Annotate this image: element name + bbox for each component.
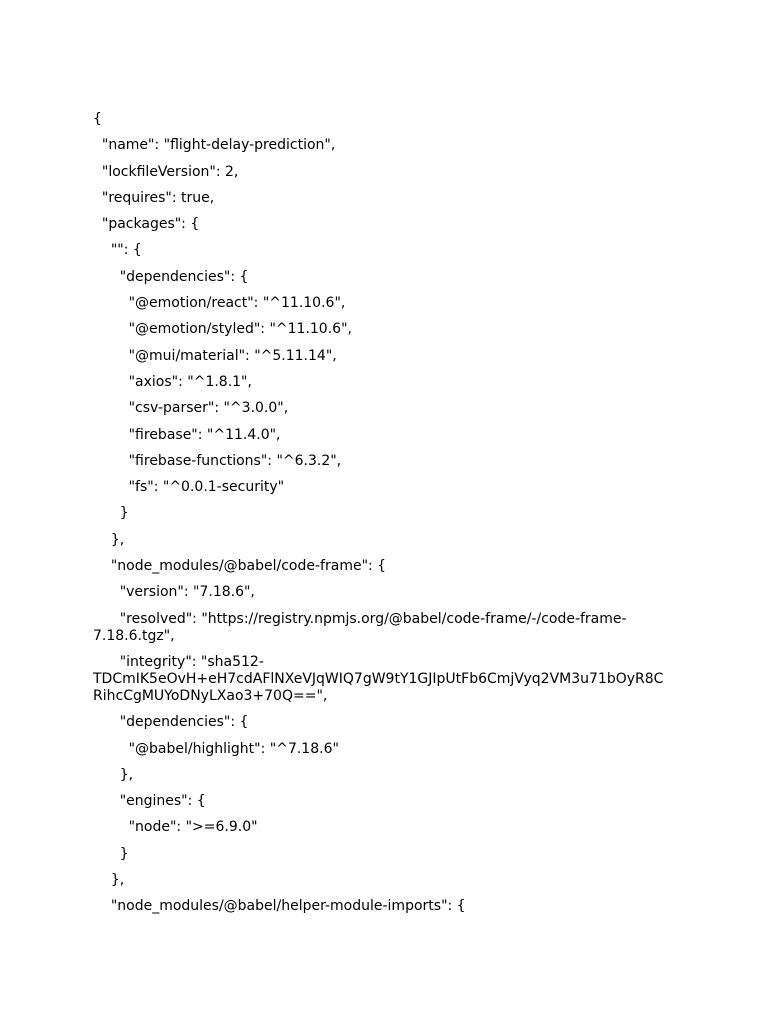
doc-line: "lockfileVersion": 2, (93, 163, 239, 180)
doc-line: "integrity": "sha512- TDCmIK5eOvH+eH7cdAFlNXeVJqWIQ7gW9tY1GJIpUtFb6CmjVyq2VM3u71bOyR8C RihcCgMUYoDNyLXao3+70Q==", (93, 653, 664, 704)
doc-line: "@emotion/react": "^11.10.6", (93, 295, 346, 312)
doc-line: "dependencies": { (93, 268, 249, 285)
doc-line: "version": "7.18.6", (93, 584, 255, 601)
doc-line: "axios": "^1.8.1", (93, 373, 252, 390)
doc-line: }, (93, 872, 125, 889)
doc-line: "firebase-functions": "^6.3.2", (93, 452, 342, 469)
doc-line: "fs": "^0.0.1-security" (93, 479, 285, 496)
doc-line: "requires": true, (93, 189, 215, 206)
doc-line: "resolved": "https://registry.npmjs.org/@babel/code-frame/-/code-frame- 7.18.6.tgz", (93, 610, 627, 644)
doc-line: "csv-parser": "^3.0.0", (93, 400, 289, 417)
doc-line: "packages": { (93, 216, 200, 233)
doc-line: }, (93, 766, 134, 783)
doc-line: "dependencies": { (93, 714, 249, 731)
doc-line: "@babel/highlight": "^7.18.6" (93, 740, 339, 757)
doc-line: "node_modules/@babel/helper-module-imports": { (93, 898, 466, 915)
doc-line: "@emotion/styled": "^11.10.6", (93, 321, 352, 338)
doc-line: "node_modules/@babel/code-frame": { (93, 558, 387, 575)
doc-line: "node": ">=6.9.0" (93, 819, 258, 836)
doc-line: "engines": { (93, 793, 206, 810)
doc-line: "@mui/material": "^5.11.14", (93, 347, 337, 364)
doc-line: } (93, 505, 129, 522)
json-document (93, 111, 683, 925)
doc-line: "": { (93, 242, 142, 259)
doc-line: "name": "flight-delay-prediction", (93, 137, 336, 154)
doc-line: }, (93, 531, 125, 548)
doc-line: } (93, 845, 129, 862)
doc-line: "firebase": "^11.4.0", (93, 426, 281, 443)
doc-line: { (93, 111, 102, 127)
